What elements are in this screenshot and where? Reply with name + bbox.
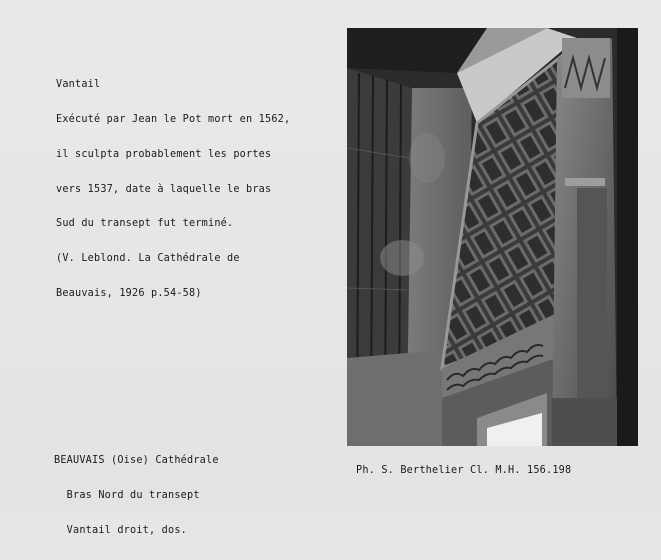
location-line: Vantail droit, dos. [54,524,188,536]
door-photograph [347,28,638,446]
caption-line: vers 1537, date à laquelle le bras [56,183,272,195]
photo-credit: Ph. S. Berthelier Cl. M.H. 156.198 [356,465,572,476]
location-line: Bras Nord du transept [54,489,200,501]
caption-line: (V. Leblond. La Cathédrale de [56,253,240,265]
caption-line: Beauvais, 1926 p.54-58) [56,287,202,299]
caption-line: Exécuté par Jean le Pot mort en 1562, [56,113,291,125]
location-caption [54,432,219,560]
caption-line: il sculpta probablement les portes [56,148,272,160]
location-line: BEAUVAIS (Oise) Cathédrale [54,455,219,467]
carved-wooden-door-photo [347,28,638,446]
caption-line: Sud du transept fut terminé. [56,218,234,230]
description-caption [56,56,290,323]
caption-line: Vantail [56,79,101,91]
